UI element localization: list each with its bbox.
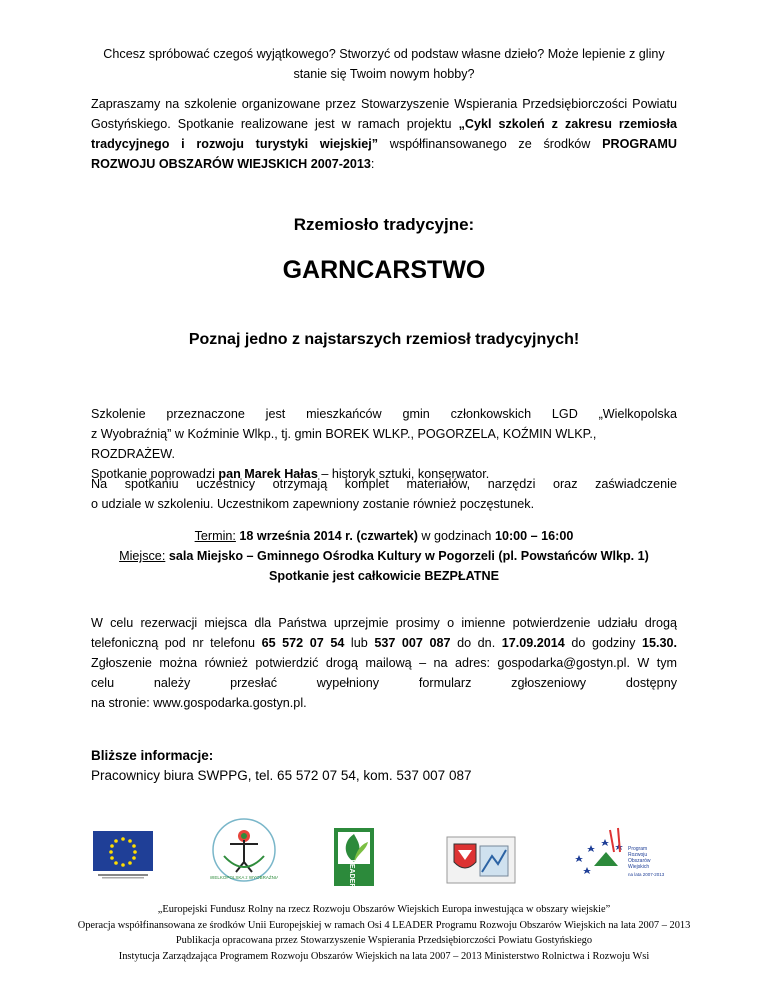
- registration-line-1: W celu rezerwacji miejsca dla Państwa uprzejmie prosimy o imienne potwierdzenie udziału drogą: [91, 616, 677, 630]
- registration-line-2: [91, 633, 677, 653]
- craft-heading: Rzemiosło tradycyjne:: [293, 215, 475, 234]
- event-free-line: [91, 566, 677, 586]
- place-label: Miejsce:: [119, 549, 166, 563]
- phone-1: 65 572 07 54: [261, 636, 345, 650]
- lgd-caption: WIELKOPOLSKA z WYOBRAŹNIĄ: [210, 875, 278, 880]
- lgd-logo: [210, 816, 278, 889]
- date-label: Termin:: [194, 529, 236, 543]
- leader-text: LEADER: [348, 859, 355, 886]
- event-date-line: [91, 526, 677, 546]
- deadline-intro: do dn.: [450, 636, 502, 650]
- deadline-hour: 15.30.: [641, 636, 677, 650]
- county-logo: [446, 836, 516, 889]
- phone-intro: telefoniczną pod nr telefonu: [91, 636, 262, 650]
- participants-line-1: Na spotkaniu uczestnicy otrzymają komplet materiałów, narzędzi oraz zaświadczenie: [91, 477, 677, 491]
- registration-line-5: na stronie: www.gospodarka.gostyn.pl.: [91, 696, 307, 710]
- invitation-end: :: [370, 157, 375, 171]
- training-description: [91, 404, 677, 484]
- event-details: [91, 526, 677, 586]
- prow-logo: [566, 822, 676, 889]
- more-info-text: Pracownicy biura SWPPG, tel. 65 572 07 54, kom. 537 007 087: [91, 768, 472, 783]
- leader-logo: [334, 828, 374, 891]
- deadline-hour-intro: do godziny: [564, 636, 642, 650]
- intro-line-2: stanie się Twoim nowym hobby?: [293, 67, 475, 81]
- footer-line-4: Instytucja Zarządzająca Programem Rozwoju Obszarów Wiejskich na lata 2007 – 2013 Ministerstwo Rolnictwa i Rozwoju Wsi: [118, 950, 650, 962]
- more-info-heading: Bliższe informacje:: [91, 748, 214, 763]
- phone-2: 537 007 087: [374, 636, 451, 650]
- intro-paragraph: [91, 44, 677, 84]
- leader-intro: Spotkanie poprowadzi: [91, 467, 219, 481]
- deadline-date: 17.09.2014: [501, 636, 565, 650]
- prow-label: Program: [628, 846, 648, 852]
- event-date: 18 września 2014 r. (czwartek): [239, 529, 418, 543]
- registration-paragraph: [91, 613, 677, 713]
- footer-line-3: Publikacja opracowana przez Stowarzyszenie Wspierania Przedsiębiorczości Powiatu Gostyńskiego: [175, 935, 593, 947]
- participants-line-2: o udziale w szkoleniu. Uczestnikom zapewniony zostanie również poczęstunek.: [91, 497, 535, 511]
- svg-text:Rozwoju: Rozwoju: [628, 852, 648, 858]
- project-name: „Cykl szkoleń z zakresu rzemiosła tradycyjnego i rozwoju turystyki wiejskiej”: [91, 117, 677, 151]
- svg-text:Obszarów: Obszarów: [628, 858, 651, 864]
- invitation-paragraph: [91, 94, 677, 174]
- footer: [60, 902, 708, 964]
- leader-name: pan Marek Hałas: [218, 467, 318, 481]
- participants-info: [91, 474, 677, 514]
- footer-line-2: Operacja współfinansowana ze środków Unii Europejskiej w ramach Osi 4 LEADER Programu Rozwoju Obszarów Wiejskich na lata 2007 – 2013: [77, 919, 691, 931]
- invitation-text: Zapraszamy na szkolenie organizowane przez Stowarzyszenie Wspierania Przedsiębiorczości Powiatu Gostyńskiego. Spotkanie realizowane jest w ramach projektu: [91, 97, 677, 131]
- event-place: sala Miejsko – Gminnego Ośrodka Kultury w Pogorzeli (pl. Powstańców Wlkp. 1): [168, 549, 649, 563]
- svg-text:Wiejskich: Wiejskich: [628, 864, 650, 870]
- program-name: PROGRAMU ROZWOJU OBSZARÓW WIEJSKICH 2007-2013: [91, 137, 677, 171]
- event-free: Spotkanie jest całkowicie BEZPŁATNE: [268, 569, 499, 583]
- prow-years: na lata 2007-2013: [628, 872, 665, 877]
- slogan: Poznaj jedno z najstarszych rzemiosł tradycyjnych!: [188, 331, 580, 348]
- logo-strip: [0, 816, 768, 890]
- registration-line-3: Zgłoszenie można również potwierdzić drogą mailową – na adres: gospodarka@gostyn.pl. W tym: [91, 656, 677, 670]
- hours-label: w godzinach: [417, 529, 495, 543]
- registration-line-4: celu należy przesłać wypełniony formularz zgłoszeniowy dostępny: [91, 676, 677, 690]
- training-line-2: z Wyobraźnią” w Koźminie Wlkp., tj. gmin BOREK WLKP., POGORZELA, KOŹMIN WLKP., ROZDRAŻEW.: [91, 427, 597, 461]
- invitation-text-2: współfinansowanego ze środków: [378, 137, 603, 151]
- event-hours: 10:00 – 16:00: [494, 529, 574, 543]
- eu-flag-logo: [92, 830, 154, 885]
- footer-line-1: „Europejski Fundusz Rolny na rzecz Rozwoju Obszarów Wiejskich Europa inwestująca w obszary wiejskie”: [157, 904, 611, 915]
- main-title: GARNCARSTWO: [282, 256, 486, 284]
- phone-or: lub: [344, 636, 375, 650]
- training-line-1: Szkolenie przeznaczone jest mieszkańców gmin członkowskich LGD „Wielkopolska: [91, 407, 677, 421]
- intro-line-1: Chcesz spróbować czegoś wyjątkowego? Stworzyć od podstaw własne dzieło? Może lepienie z gliny: [103, 47, 665, 61]
- event-place-line: [91, 546, 677, 566]
- leader-role: – historyk sztuki, konserwator.: [317, 467, 490, 481]
